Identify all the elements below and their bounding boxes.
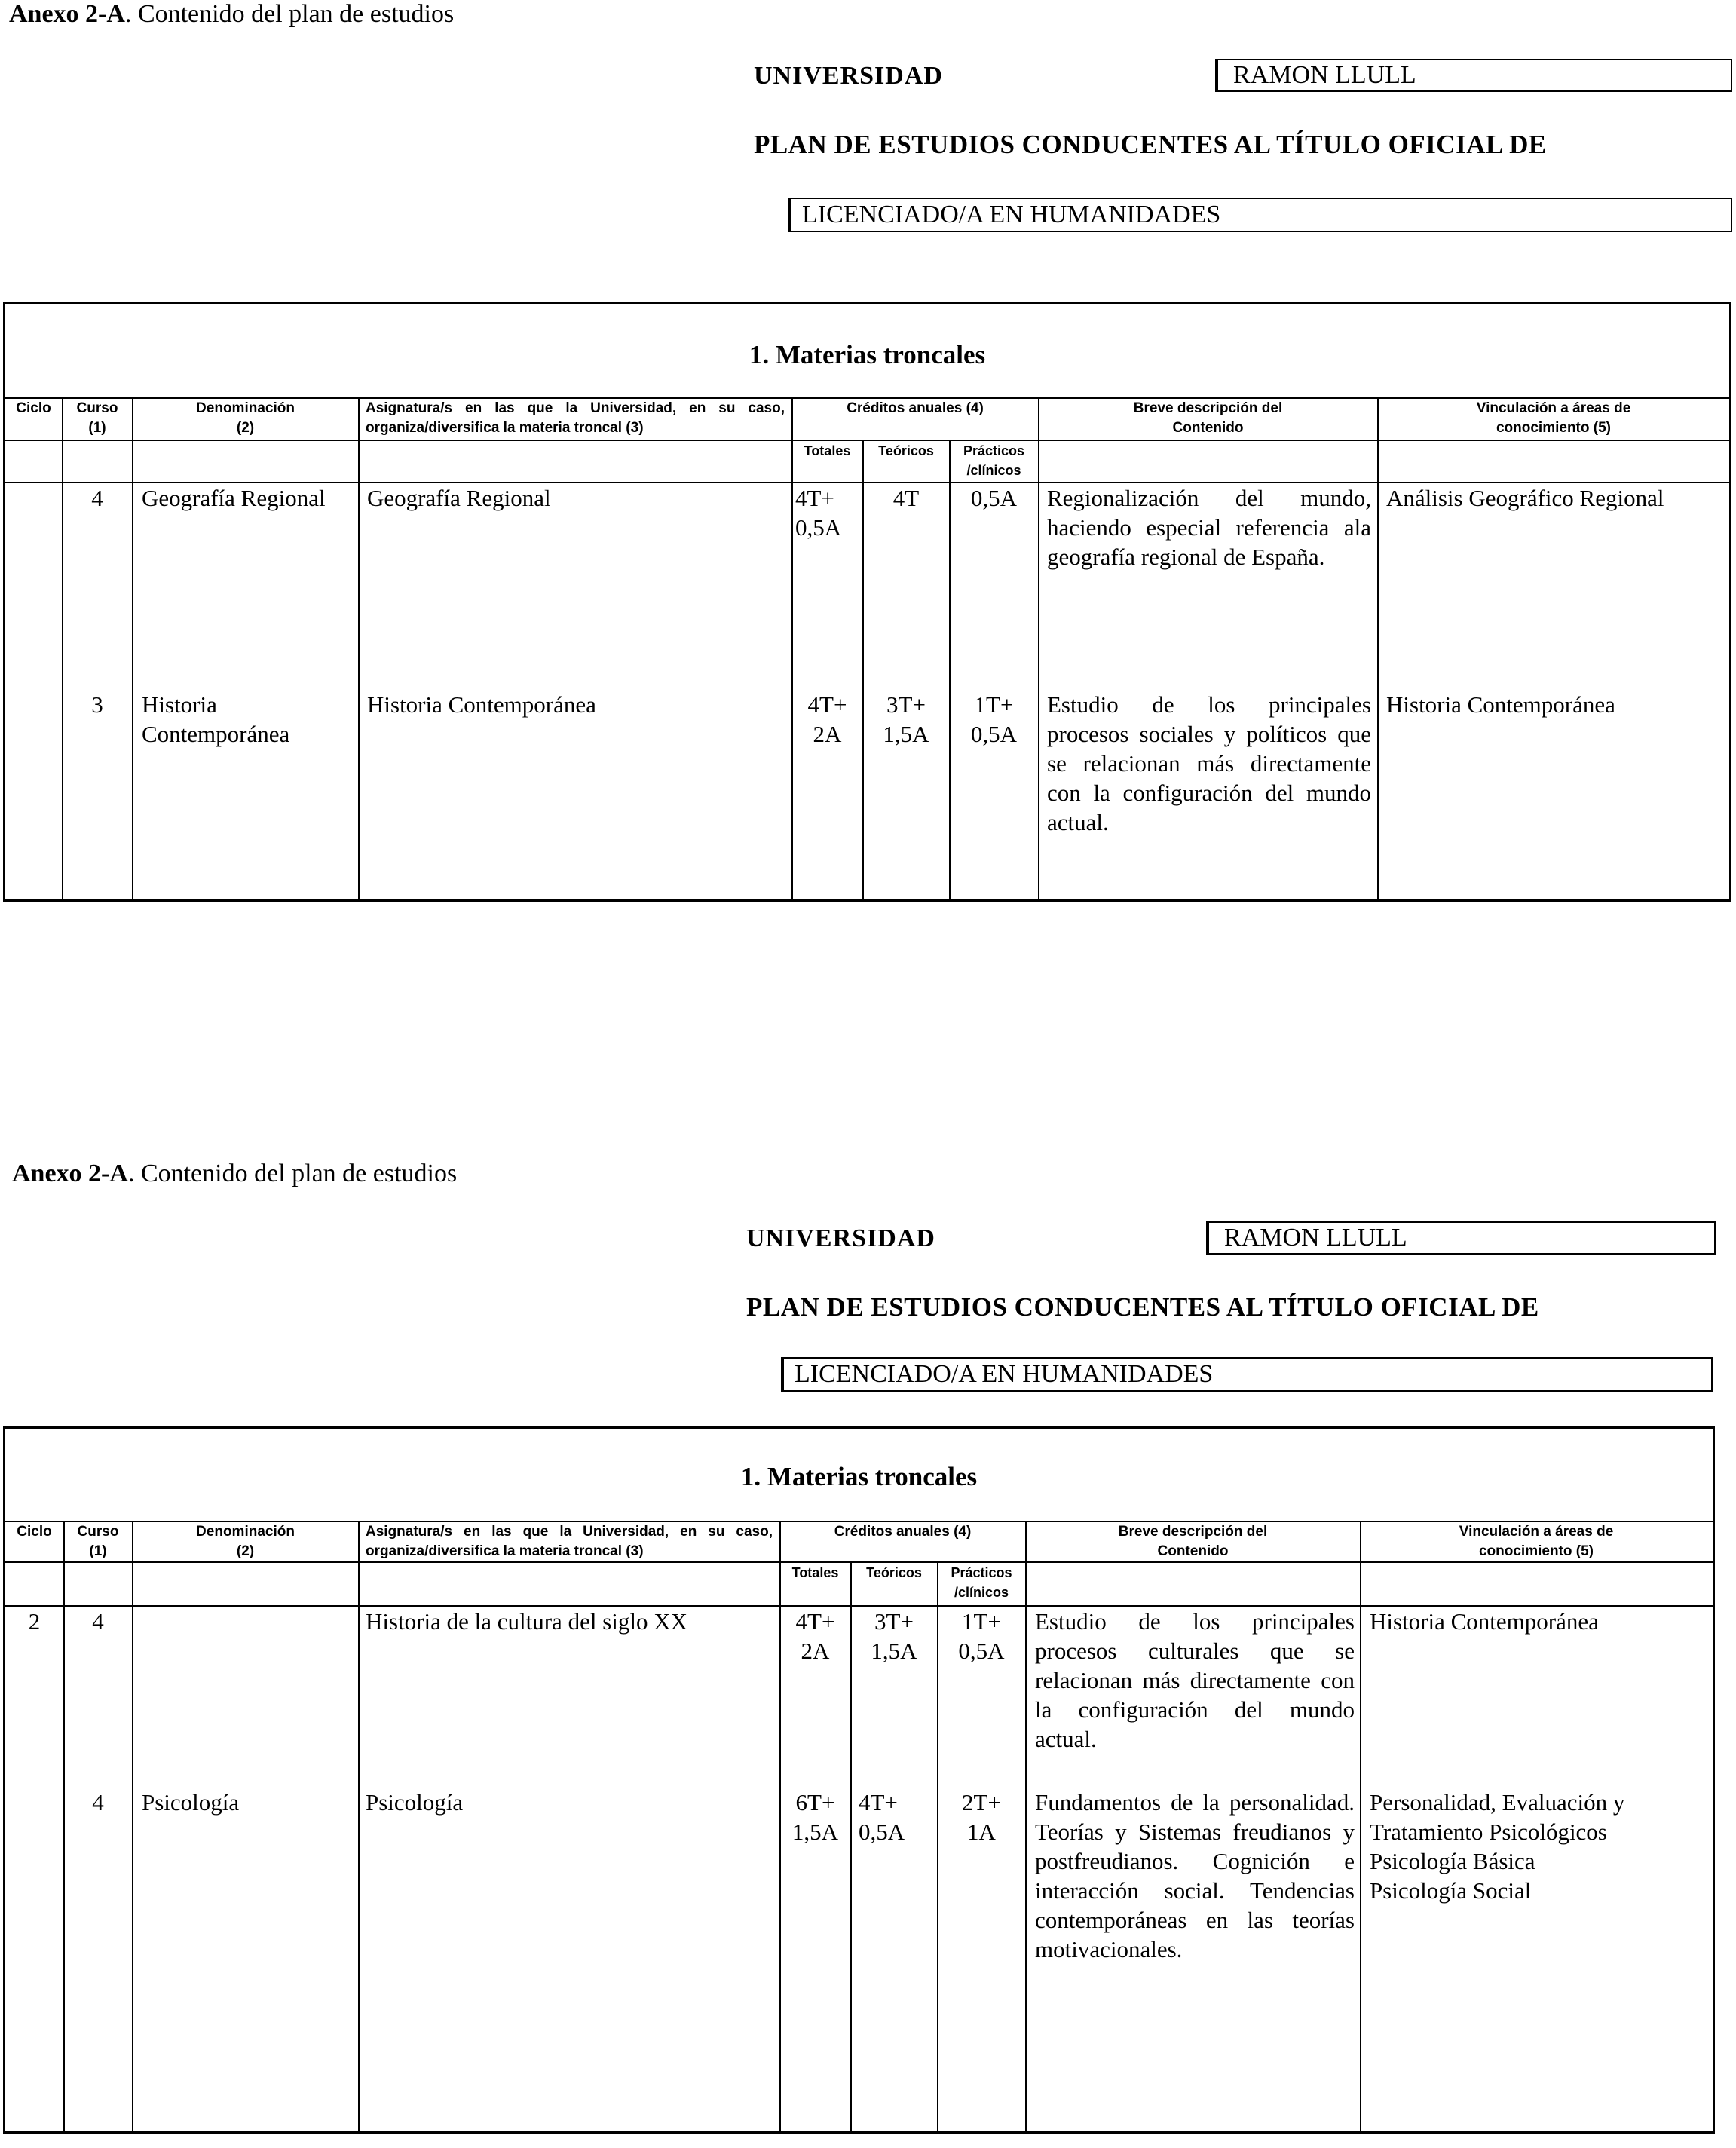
row1-teoricos: 4T: [892, 485, 920, 511]
divider: [1025, 1521, 1027, 2131]
header-asignatura: Asignatura/s en las que la Universidad, en su caso, organiza/diversifica la materia troncal (3): [366, 400, 785, 436]
row1-practicos: 1T+ 0,5A: [958, 1608, 1005, 1664]
row2-vinculacion: Historia Contemporánea: [1386, 691, 1615, 718]
university-name-box: RAMON LLULL: [1206, 1221, 1716, 1255]
header-descripcion: Breve descripción del Contenido: [1118, 1524, 1268, 1559]
header-descripcion: Breve descripción del Contenido: [1133, 400, 1283, 436]
table-title: 1. Materias troncales: [740, 1462, 978, 1491]
materias-table: [3, 1426, 1715, 2134]
header-ciclo: Ciclo: [17, 1524, 52, 1540]
university-label: UNIVERSIDAD: [746, 1224, 935, 1252]
row1-teoricos: 3T+ 1,5A: [871, 1608, 917, 1664]
row1-denominacion: Geografía Regional: [142, 485, 326, 511]
divider: [62, 397, 63, 899]
divider: [358, 397, 360, 899]
divider: [791, 397, 793, 899]
header-asignatura: Asignatura/s en las que la Universidad, en su caso, organiza/diversifica la materia troncal (3): [366, 1524, 773, 1559]
divider: [1360, 1521, 1361, 2131]
header-curso: Curso (1): [76, 400, 118, 436]
row2-denominacion: Psicología: [142, 1789, 240, 1816]
row2-teoricos: 4T+ 0,5A: [859, 1789, 905, 1845]
row1-descripcion: Estudio de los principales procesos culturales que se relacionan más directamente con la configuración del mundo actual.: [1035, 1608, 1355, 1752]
header-ciclo: Ciclo: [16, 400, 51, 416]
plan-title: PLAN DE ESTUDIOS CONDUCENTES AL TÍTULO OFICIAL DE: [754, 130, 1547, 159]
divider: [358, 1521, 360, 2131]
header-curso: Curso (1): [77, 1524, 119, 1559]
header-creditos: Créditos anuales (4): [834, 1524, 972, 1540]
university-name-box: RAMON LLULL: [1215, 59, 1732, 92]
row2-practicos: 1T+ 0,5A: [970, 691, 1018, 747]
row2-denominacion: Historia Contemporánea: [142, 691, 290, 747]
header-vinculacion: Vinculación a áreas de conocimiento (5): [1459, 1524, 1614, 1559]
row1-vinculacion: Análisis Geográfico Regional: [1386, 485, 1664, 511]
row1-vinculacion: Historia Contemporánea: [1370, 1608, 1599, 1635]
header-denominacion: Denominación (2): [196, 1524, 295, 1559]
row2-totales: 6T+ 1,5A: [791, 1789, 839, 1845]
row1-curso: 4: [92, 1608, 104, 1635]
header-denominacion: Denominación (2): [196, 400, 295, 436]
header-teoricos: Teóricos: [866, 1565, 922, 1580]
plan-title: PLAN DE ESTUDIOS CONDUCENTES AL TÍTULO OFICIAL DE: [746, 1292, 1539, 1322]
degree-box: LICENCIADO/A EN HUMANIDADES: [781, 1357, 1713, 1392]
row2-practicos: 2T+ 1A: [962, 1789, 1001, 1845]
row1-ciclo: 2: [28, 1608, 41, 1635]
row2-asignatura: Psicología: [366, 1789, 464, 1816]
materias-table: [3, 302, 1731, 902]
divider: [1038, 397, 1039, 899]
degree-box: LICENCIADO/A EN HUMANIDADES: [788, 198, 1732, 232]
header-creditos: Créditos anuales (4): [847, 400, 984, 416]
row1-totales: 4T+ 2A: [795, 1608, 835, 1664]
annex-heading: Anexo 2-A. Contenido del plan de estudios: [12, 1160, 458, 1187]
row2-curso: 4: [92, 1789, 104, 1816]
table-title: 1. Materias troncales: [749, 340, 986, 369]
row2-teoricos: 3T+ 1,5A: [883, 691, 929, 747]
row2-asignatura: Historia Contemporánea: [367, 691, 596, 718]
divider: [1377, 397, 1379, 899]
divider: [132, 1521, 133, 2131]
row1-asignatura: Geografía Regional: [367, 485, 551, 511]
row1-asignatura: Historia de la cultura del siglo XX: [366, 1608, 688, 1635]
row1-curso: 4: [91, 485, 103, 511]
row2-descripcion: Estudio de los principales procesos sociales y políticos que se relacionan más directamente con la configuración del mundo actual.: [1047, 691, 1371, 835]
header-totales: Totales: [804, 443, 851, 458]
header-teoricos: Teóricos: [878, 443, 934, 458]
row1-descripcion: Regionalización del mundo, haciendo especial referencia ala geografía regional de España.: [1047, 485, 1371, 570]
row1-totales: 4T+ 0,5A: [795, 485, 842, 541]
divider: [132, 397, 133, 899]
row2-descripcion: Fundamentos de la personalidad. Teorías y Sistemas freudianos y postfreudianos. Cognición e interacción social. Tendencias contemporáneas en las teorías motivacionales.: [1035, 1789, 1355, 1963]
row2-vinculacion: Personalidad, Evaluación y Tratamiento Psicológicos Psicología Básica Psicología Social: [1370, 1789, 1625, 1904]
row2-curso: 3: [91, 691, 103, 718]
header-practicos: Prácticos /clínicos: [951, 1565, 1012, 1600]
university-label: UNIVERSIDAD: [754, 62, 943, 90]
header-totales: Totales: [791, 1565, 839, 1580]
row2-totales: 4T+ 2A: [807, 691, 847, 747]
header-practicos: Prácticos /clínicos: [963, 443, 1025, 478]
header-vinculacion: Vinculación a áreas de conocimiento (5): [1476, 400, 1631, 436]
annex-heading: Anexo 2-A. Contenido del plan de estudios: [9, 0, 455, 28]
row1-practicos: 0,5A: [970, 485, 1018, 511]
